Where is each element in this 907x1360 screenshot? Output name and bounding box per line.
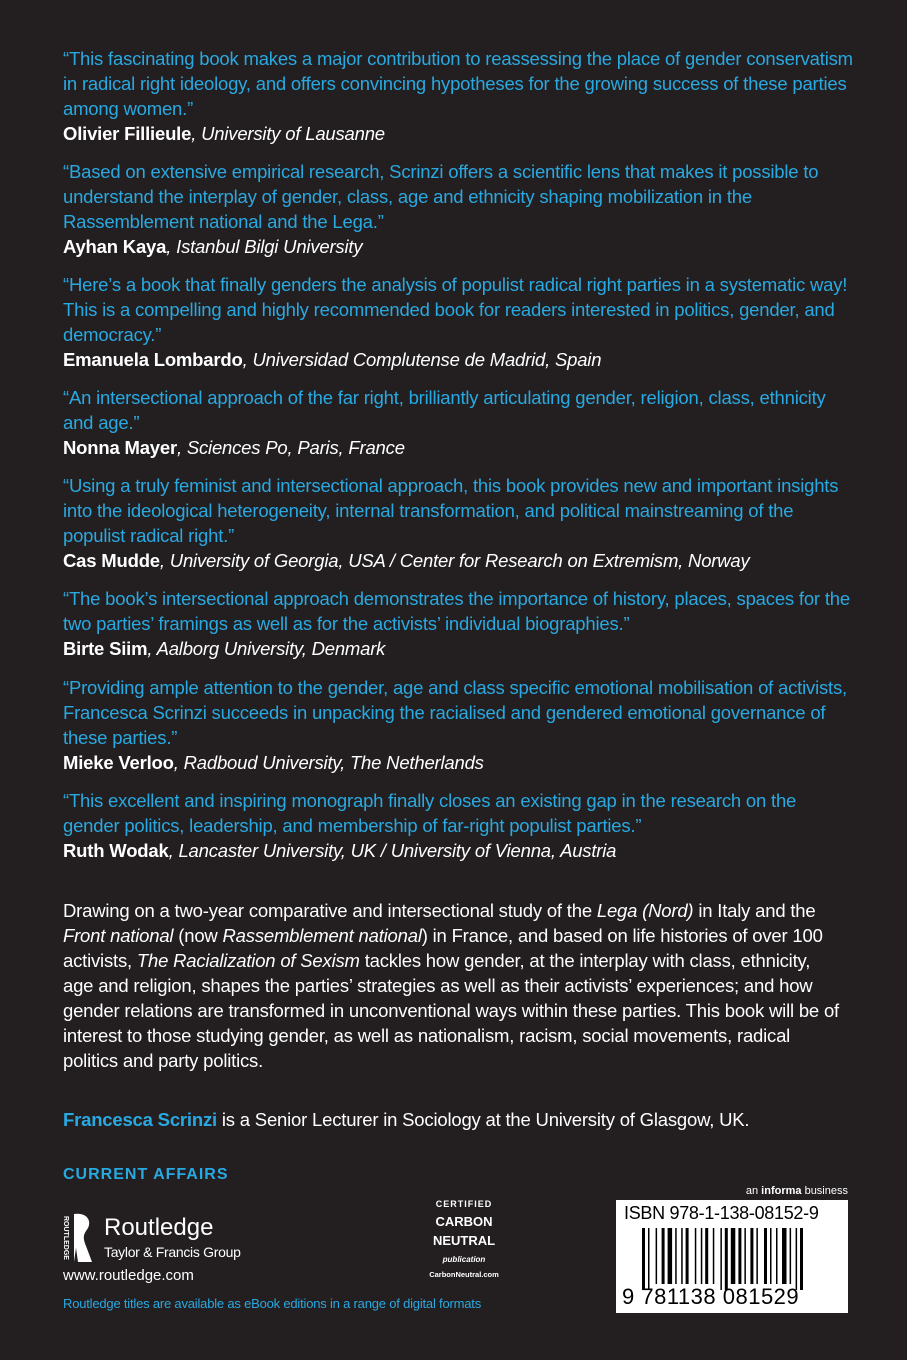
description-segment: The Racialization of Sexism bbox=[136, 950, 360, 971]
category-label: CURRENT AFFAIRS bbox=[63, 1166, 229, 1183]
carbon-certified: CERTIFIED bbox=[435, 1199, 493, 1209]
publisher-group: Taylor & Francis Group bbox=[104, 1244, 241, 1260]
routledge-head-icon bbox=[62, 1212, 94, 1264]
quote-author: Ayhan Kaya bbox=[63, 236, 167, 257]
endorsement-quote: “An intersectional approach of the far right, brilliantly articulating gender, religion, class, ethnicity and age.” Nonna Mayer, Sciences Po, Paris, France bbox=[63, 385, 853, 460]
barcode-bar bbox=[686, 1228, 689, 1284]
barcode-digits: 9 781138 081529 bbox=[622, 1284, 800, 1309]
book-description bbox=[63, 898, 843, 1073]
barcode-bar bbox=[675, 1228, 677, 1284]
description-segment: Drawing on a two-year comparative and intersectional study of the bbox=[63, 900, 597, 921]
description-segment: (now bbox=[173, 925, 223, 946]
description-segment: ) in France, and based on life histories of over 100 activists, bbox=[63, 925, 823, 971]
quote-text: “This fascinating book makes a major contribution to reassessing the place of gender conservatism in radical right ideology, and offers convincing hypotheses for the growing success of these parties among women.” bbox=[63, 48, 853, 119]
quote-author: Cas Mudde bbox=[63, 550, 160, 571]
barcode-bar bbox=[756, 1228, 758, 1284]
quote-text: “The book’s intersectional approach demonstrates the importance of history, places, spaces for the two parties’ framings as well as for the activists’ individual biographies.” bbox=[63, 588, 850, 634]
carbon-publication: publication bbox=[442, 1255, 486, 1264]
description-segment: in Italy and the bbox=[693, 900, 816, 921]
ebook-note: Routledge titles are available as eBook editions in a range of digital formats bbox=[63, 1296, 481, 1311]
endorsement-quote: “The book’s intersectional approach demonstrates the importance of history, places, spaces for the two parties’ framings as well as for the activists’ individual biographies.” Birte Siim, Aalborg University, Denmark bbox=[63, 586, 853, 661]
barcode-bar bbox=[648, 1228, 650, 1290]
description-segment: Front national bbox=[63, 925, 174, 946]
isbn-label: ISBN 978-1-138-08152-9 bbox=[624, 1203, 819, 1223]
barcode-bar bbox=[731, 1228, 736, 1284]
description-segment: tackles how gender, at the interplay with class, ethnicity, age and religion, shapes the parties’ strategies as well as their activists’ experiences; and how gender relations are transformed in unconventional ways within these parties. This book will be of interest to those studying gender, as well as nationalism, racism, social movements, radical politics and party politics. bbox=[63, 950, 839, 1071]
barcode-bar bbox=[738, 1228, 741, 1284]
quote-affiliation: Radboud University, The Netherlands bbox=[183, 752, 484, 773]
endorsement-quote: “Here’s a book that finally genders the analysis of populist radical right parties in a systematic way! This is a compelling and highly recommended book for readers interested in politics, gender, and democracy.” Emanuela Lombardo, Universidad Complutense de Madrid, Spain bbox=[63, 272, 853, 372]
quote-affiliation: Aalborg University, Denmark bbox=[156, 638, 386, 659]
informa-tagline: an informa business bbox=[745, 1185, 848, 1197]
barcode-bar bbox=[800, 1228, 803, 1290]
barcode-bar bbox=[701, 1228, 703, 1284]
quote-affiliation: University of Lausanne bbox=[201, 123, 385, 144]
endorsement-quote: “This excellent and inspiring monograph finally closes an existing gap in the research on the gender politics, leadership, and membership of far-right populist parties.” Ruth Wodak, Lancaster University, UK / University of Vienna, Austria bbox=[63, 788, 853, 863]
barcode-bar bbox=[662, 1228, 665, 1284]
routledge-logo bbox=[62, 1212, 252, 1264]
quote-text: “Using a truly feminist and intersectional approach, this book provides new and important insights into the ideological heterogeneity, internal transformation, and political mainstreaming of the populist radical right.” bbox=[63, 475, 839, 546]
endorsement-quote: “Based on extensive empirical research, Scrinzi offers a scientific lens that makes it possible to understand the interplay of gender, class, age and ethnicity shaping mobilization in the Rassemblement national and the Lega.” Ayhan Kaya, Istanbul Bilgi University bbox=[63, 159, 853, 259]
quote-text: “This excellent and inspiring monograph finally closes an existing gap in the research on the gender politics, leadership, and membership of far-right populist parties.” bbox=[63, 790, 797, 836]
endorsement-quote: “This fascinating book makes a major contribution to reassessing the place of gender conservatism in radical right ideology, and offers convincing hypotheses for the growing success of these parties among women.” Olivier Fillieule, University of Lausanne bbox=[63, 48, 853, 144]
carbon-url: CarbonNeutral.com bbox=[429, 1270, 499, 1279]
quote-author: Ruth Wodak bbox=[63, 840, 169, 861]
description-segment: Lega (Nord) bbox=[596, 900, 694, 921]
quote-author: Birte Siim bbox=[63, 638, 148, 659]
barcode-bar bbox=[642, 1228, 645, 1290]
carbon-neutral-logo bbox=[418, 1195, 510, 1287]
barcode-bar bbox=[744, 1228, 746, 1284]
quote-text: “Based on extensive empirical research, Scrinzi offers a scientific lens that makes it possible to understand the interplay of gender, class, age and ethnicity shaping mobilization in the Rassemblement national and the Lega.” bbox=[63, 161, 819, 232]
barcode-bar bbox=[776, 1228, 778, 1284]
barcode-bar bbox=[796, 1228, 798, 1290]
svg-text:ROUTLEDGE: ROUTLEDGE bbox=[62, 1216, 69, 1260]
barcode-bar bbox=[790, 1228, 792, 1284]
barcode-bar bbox=[750, 1228, 753, 1284]
description-segment: Rassemblement national bbox=[222, 925, 422, 946]
barcode-bar bbox=[713, 1228, 715, 1284]
barcode-bar bbox=[695, 1228, 697, 1284]
quote-text: “An intersectional approach of the far right, brilliantly articulating gender, religion, class, ethnicity and age.” bbox=[63, 387, 826, 433]
carbon-name-1: CARBON bbox=[435, 1214, 493, 1229]
quote-affiliation: Istanbul Bilgi University bbox=[176, 236, 363, 257]
quote-text: “Here’s a book that finally genders the analysis of populist radical right parties in a systematic way! This is a compelling and highly recommended book for readers interested in politics, gender, and democracy.” bbox=[63, 274, 848, 345]
barcode-bars bbox=[642, 1228, 838, 1290]
quote-affiliation: Sciences Po, Paris, France bbox=[186, 437, 405, 458]
quote-affiliation: Lancaster University, UK / University of Vienna, Austria bbox=[178, 840, 617, 861]
quote-affiliation: Universidad Complutense de Madrid, Spain bbox=[252, 349, 602, 370]
author-name: Francesca Scrinzi bbox=[63, 1109, 217, 1130]
quote-affiliation: University of Georgia, USA / Center for Research on Extremism, Norway bbox=[169, 550, 750, 571]
barcode-bar bbox=[656, 1228, 658, 1284]
endorsement-quote: “Using a truly feminist and intersectional approach, this book provides new and important insights into the ideological heterogeneity, internal transformation, and political mainstreaming of the populist radical right.” Cas Mudde, University of Georgia, USA / Center for Research on Extremism, Norway bbox=[63, 473, 853, 573]
author-bio-text: is a Senior Lecturer in Sociology at the University of Glasgow, UK. bbox=[216, 1109, 750, 1130]
publisher-name: Routledge bbox=[104, 1214, 214, 1241]
publisher-url[interactable]: www.routledge.com bbox=[63, 1267, 194, 1284]
barcode-bar bbox=[725, 1228, 728, 1290]
barcode-bar bbox=[764, 1228, 767, 1284]
isbn-barcode bbox=[616, 1200, 848, 1313]
barcode-bar bbox=[720, 1228, 722, 1290]
quote-author: Mieke Verloo bbox=[63, 752, 174, 773]
quote-author: Emanuela Lombardo bbox=[63, 349, 243, 370]
author-bio bbox=[63, 1107, 749, 1132]
barcode-bar bbox=[770, 1228, 772, 1284]
quote-author: Nonna Mayer bbox=[63, 437, 177, 458]
barcode-bar bbox=[668, 1228, 673, 1284]
barcode-bar bbox=[681, 1228, 683, 1284]
quote-author: Olivier Fillieule bbox=[63, 123, 192, 144]
endorsement-quote: “Providing ample attention to the gender, age and class specific emotional mobilisation of activists, Francesca Scrinzi succeeds in unpacking the racialised and gendered emotional governance of these parties.” Mieke Verloo, Radboud University, The Netherlands bbox=[63, 675, 853, 775]
quote-text: “Providing ample attention to the gender, age and class specific emotional mobilisation of activists, Francesca Scrinzi succeeds in unpacking the racialised and gendered emotional governance of these parties.” bbox=[63, 677, 847, 748]
barcode-bar bbox=[782, 1228, 787, 1284]
barcode-bar bbox=[705, 1228, 708, 1284]
carbon-name-2: NEUTRAL bbox=[432, 1233, 496, 1248]
